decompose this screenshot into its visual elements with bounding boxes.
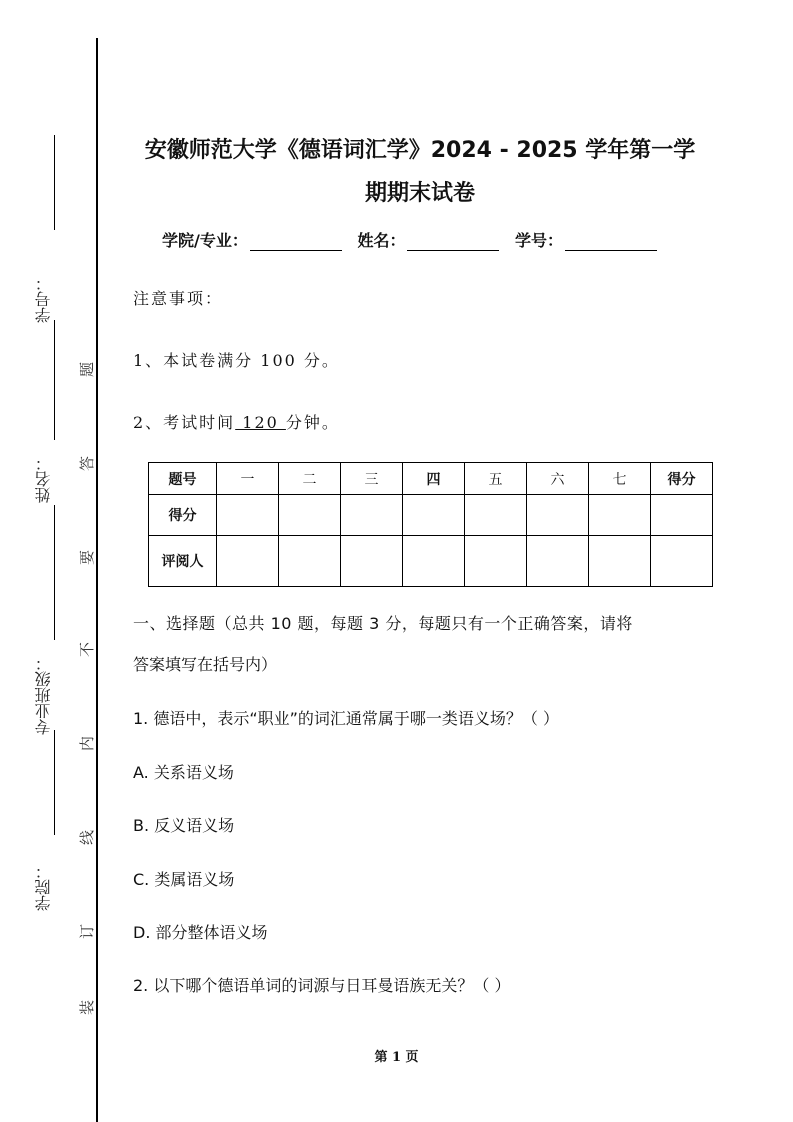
binding-field-line: [54, 730, 55, 835]
student-id-field[interactable]: [565, 234, 657, 251]
score-cell[interactable]: [279, 495, 341, 536]
question-1: 1. 德语中，表示“职业”的词汇通常属于哪一类语义场？（ ）: [133, 709, 560, 728]
grader-row: [149, 536, 713, 587]
score-cell[interactable]: [217, 495, 279, 536]
score-row: [149, 495, 713, 536]
option-a: A. 关系语义场: [133, 763, 234, 782]
binding-field-major-class: 专业班级：: [34, 655, 53, 735]
grader-cell[interactable]: [651, 536, 713, 587]
exam-title-line2: 期期末试卷: [364, 181, 475, 206]
seal-char: 装: [78, 999, 97, 1016]
header-cell: 七: [589, 463, 651, 495]
score-cell[interactable]: [465, 495, 527, 536]
score-cell[interactable]: [527, 495, 589, 536]
grader-cell[interactable]: [279, 536, 341, 587]
binding-field-name: 姓名：: [34, 455, 53, 503]
header-cell: 二: [279, 463, 341, 495]
note-item-1: 1、本试卷满分 100 分。: [133, 351, 340, 370]
score-cell[interactable]: [403, 495, 465, 536]
header-cell: 四: [403, 463, 465, 495]
seal-char: 内: [78, 735, 97, 752]
seal-char: 要: [78, 549, 97, 566]
seal-char: 答: [78, 455, 97, 472]
seal-char: 题: [78, 361, 97, 378]
college-major-field[interactable]: [250, 234, 342, 251]
binding-field-line: [54, 320, 55, 440]
grader-cell[interactable]: [527, 536, 589, 587]
page-number: 第 1 页: [374, 1050, 419, 1065]
header-cell: 一: [217, 463, 279, 495]
header-cell: 六: [527, 463, 589, 495]
score-table-header-row: [149, 463, 713, 495]
score-cell[interactable]: [651, 495, 713, 536]
row-label: 得分: [149, 495, 217, 536]
student-id-label: 学号：: [515, 231, 564, 250]
grader-cell[interactable]: [589, 536, 651, 587]
header-cell: 五: [465, 463, 527, 495]
name-label: 姓名：: [357, 231, 406, 250]
seal-char: 线: [78, 829, 97, 846]
exam-title-line1: 安徽师范大学《德语词汇学》2024 - 2025 学年第一学: [144, 138, 696, 163]
header-cell: 题号: [149, 463, 217, 495]
student-info-row: [162, 228, 667, 251]
option-c: C. 类属语义场: [133, 870, 235, 889]
option-b: B. 反义语义场: [133, 816, 235, 835]
score-table: [148, 462, 713, 587]
seal-char: 订: [78, 923, 97, 940]
note-item-2: [133, 410, 340, 433]
note-item-2-prefix: 2、考试时间: [133, 413, 236, 432]
grader-cell[interactable]: [341, 536, 403, 587]
binding-field-student-id: 学号：: [34, 275, 53, 323]
binding-field-college: 学院：: [34, 863, 53, 911]
grader-cell[interactable]: [403, 536, 465, 587]
grader-cell[interactable]: [465, 536, 527, 587]
college-major-label: 学院/专业：: [162, 231, 248, 250]
binding-field-line: [54, 135, 55, 230]
option-d: D. 部分整体语义场: [133, 923, 268, 942]
section1-heading-line1: 一、选择题（总共 10 题，每题 3 分，每题只有一个正确答案，请将: [133, 614, 633, 633]
question-2: 2. 以下哪个德语单词的词源与日耳曼语族无关？（ ）: [133, 976, 511, 995]
notes-heading: 注意事项：: [133, 289, 224, 308]
seal-char: 不: [78, 641, 97, 658]
binding-line: [96, 38, 98, 1122]
grader-cell[interactable]: [217, 536, 279, 587]
header-cell: 得分: [651, 463, 713, 495]
binding-field-line: [54, 505, 55, 640]
section1-heading-line2: 答案填写在括号内）: [133, 655, 278, 674]
score-cell[interactable]: [589, 495, 651, 536]
score-cell[interactable]: [341, 495, 403, 536]
row-label: 评阅人: [149, 536, 217, 587]
header-cell: 三: [341, 463, 403, 495]
name-field[interactable]: [407, 234, 499, 251]
note-item-2-suffix: 分钟。: [285, 413, 340, 432]
exam-duration-value: 120: [235, 413, 286, 432]
